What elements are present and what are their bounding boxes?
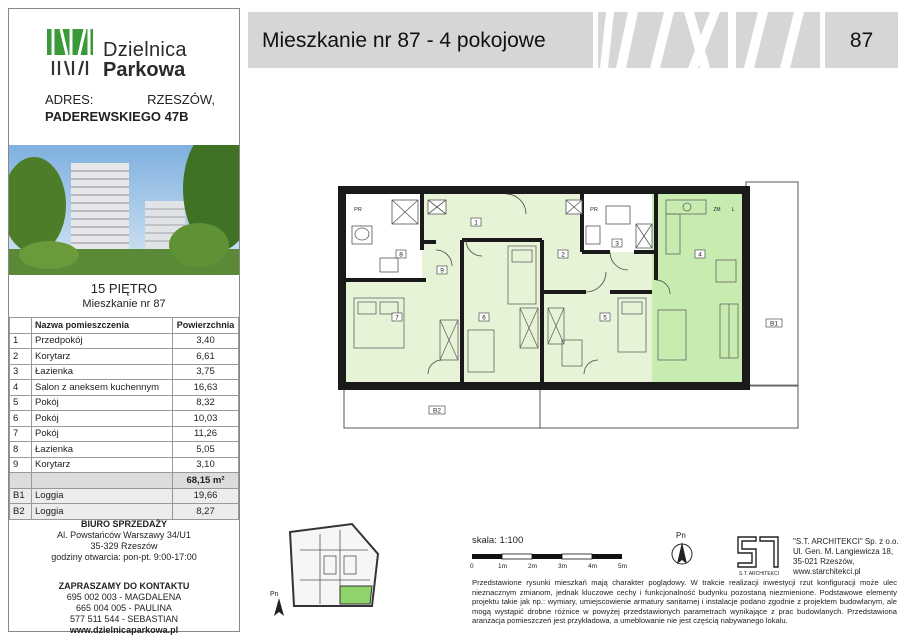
north-arrow-icon [670, 530, 694, 570]
title-bar [248, 12, 593, 68]
floor-label: 15 PIĘTRO [90, 281, 158, 296]
contact-title: ZAPRASZAMY DO KONTAKTU [58, 581, 190, 591]
row-area: 19,66 [173, 488, 239, 504]
row-area: 8,27 [173, 504, 239, 520]
plan-label-8: 8 [399, 251, 403, 259]
architect-logo [734, 533, 784, 577]
north-label-small: Pn [270, 591, 279, 598]
brand-line2: Parkowa [103, 59, 186, 81]
row-area: 16,63 [173, 380, 239, 396]
row-area: 5,05 [173, 442, 239, 458]
row-num: 6 [10, 411, 32, 427]
row-num: 2 [10, 349, 32, 365]
architect-logo-caption: S.T. ARCHITEKCI [738, 571, 780, 577]
brand-line1: Dzielnica [103, 39, 187, 61]
row-name: Pokój [32, 411, 173, 427]
contact-phone: 695 002 003 - MAGDALENA [66, 592, 182, 602]
table-row [10, 380, 239, 396]
address-street: PADEREWSKIEGO 47B [45, 109, 189, 124]
row-area: 8,32 [173, 395, 239, 411]
contact-phone: 665 004 005 - PAULINA [76, 603, 172, 613]
scale-label: skala: 1:100 [472, 535, 524, 546]
address-city: RZESZÓW, [147, 92, 215, 107]
row-num: B1 [10, 488, 32, 504]
row-name: Pokój [32, 426, 173, 442]
row-num: 3 [10, 364, 32, 380]
sales-office-street: Al. Powstańców Warszawy 34/U1 [57, 530, 191, 540]
building-photo [9, 145, 239, 275]
address-label: ADRES: [45, 92, 94, 107]
plan-label-l: L [731, 207, 735, 213]
decorative-bars-icon [598, 12, 820, 68]
apartment-label: Mieszkanie nr 87 [82, 298, 166, 310]
scale-tick: 4m [588, 563, 598, 570]
table-row [10, 426, 239, 442]
north-arrow-small-icon [268, 588, 290, 618]
plan-label-7: 7 [395, 314, 399, 322]
floor-plan [336, 180, 804, 432]
scale-tick: 2m [528, 563, 538, 570]
plan-label-b1: B1 [770, 320, 778, 328]
row-area: 3,40 [173, 333, 239, 349]
north-label: Pn [676, 531, 686, 540]
disclaimer: Przedstawione rysunki mieszkań mają charakter poglądowy. W trakcie realizacji inwestycji rzut konfiguracji może ulec nieznacznym zmianom, jednak kluczowe cechy i funkcjonalność budynku pozostaną niezmienione. Podstawowe elementy projektu takie jak np.: wymiary, umiejscowienie armatury sanitarnej i instalacje podano zgodnie z projektem budowlanym, ale mogą wystąpić drobne różnice w powyżej przedstawionych parametrach wynikające z prac budowlanych. Przedstawiona aranżacja pomieszczeń jest przykładowa, a umeblowanie nie jest częścią nabywanego lokalu. [472, 578, 897, 626]
row-area: 10,03 [173, 411, 239, 427]
plan-label-pr2: PR [590, 207, 598, 213]
sales-office-hours: godziny otwarcia: pon-pt. 9:00-17:00 [51, 552, 197, 562]
scale-tick: 3m [558, 563, 568, 570]
row-area: 11,26 [173, 426, 239, 442]
architect-line: Ul. Gen. M. Langiewicza 18, [793, 547, 894, 556]
plan-label-6: 6 [482, 314, 486, 322]
total-area: 68,15 m² [173, 473, 239, 489]
architect-info [793, 537, 899, 577]
plan-label-9: 9 [440, 267, 444, 275]
sales-office [9, 519, 239, 563]
row-name: Korytarz [32, 349, 173, 365]
row-num: 9 [10, 457, 32, 473]
loggia-b2 [344, 386, 798, 428]
apartment-number: 87 [849, 29, 874, 52]
page-title: Mieszkanie nr 87 - 4 pokojowe [262, 29, 546, 52]
row-name: Łazienka [32, 364, 173, 380]
table-row [10, 504, 239, 520]
table-row [10, 395, 239, 411]
row-num: 4 [10, 380, 32, 396]
info-panel [8, 8, 240, 635]
apartment-number-box [825, 12, 898, 68]
contact-phone: 577 511 544 - SEBASTIAN [70, 614, 178, 624]
table-row [10, 349, 239, 365]
room-4 [652, 194, 742, 382]
row-area: 3,75 [173, 364, 239, 380]
plan-label-2: 2 [561, 251, 565, 259]
room-6 [462, 242, 542, 382]
table-row [10, 333, 239, 349]
total-row [10, 473, 239, 489]
contact [9, 581, 239, 636]
row-area: 3,10 [173, 457, 239, 473]
plan-label-b2: B2 [433, 407, 441, 415]
brand-logo [45, 19, 215, 79]
scale-tick: 0 [470, 563, 474, 570]
plan-label-1: 1 [474, 219, 478, 227]
row-num: 7 [10, 426, 32, 442]
key-plan [280, 520, 392, 612]
sales-office-city: 35-329 Rzeszów [90, 541, 158, 551]
address [45, 91, 215, 125]
scale-tick: 1m [498, 563, 508, 570]
plan-label-zm: ZM [713, 207, 721, 213]
table-row [10, 442, 239, 458]
row-area: 6,61 [173, 349, 239, 365]
header-name: Nazwa pomieszczenia [32, 318, 173, 334]
header-num [10, 318, 32, 334]
row-name: Przedpokój [32, 333, 173, 349]
plan-label-pr1: PR [354, 207, 362, 213]
row-num: 8 [10, 442, 32, 458]
logo-bars-icon [45, 27, 95, 77]
row-name: Pokój [32, 395, 173, 411]
plan-label-4: 4 [698, 251, 702, 259]
plan-label-3: 3 [615, 240, 619, 248]
row-num: B2 [10, 504, 32, 520]
table-row [10, 411, 239, 427]
row-name: Loggia [32, 488, 173, 504]
architect-line: 35-021 Rzeszów, [793, 557, 855, 566]
rooms-table [9, 317, 239, 520]
row-name: Salon z aneksem kuchennym [32, 380, 173, 396]
sales-office-title: BIURO SPRZEDAŻY [80, 519, 167, 529]
room-5 [542, 292, 652, 382]
architect-website[interactable]: www.starchitekci.pl [793, 567, 861, 576]
plan-label-5: 5 [603, 314, 607, 322]
row-num: 1 [10, 333, 32, 349]
page-header [248, 12, 898, 68]
header-area: Powierzchnia [173, 318, 239, 334]
architect-line: "S.T. ARCHITEKCI" Sp. z o.o. [793, 537, 899, 546]
scale-bar [468, 552, 638, 574]
table-row [10, 488, 239, 504]
row-name: Korytarz [32, 457, 173, 473]
row-name: Łazienka [32, 442, 173, 458]
table-row [10, 364, 239, 380]
row-name: Loggia [32, 504, 173, 520]
website-link[interactable]: www.dzielnicaparkowa.pl [69, 625, 179, 635]
table-row [10, 457, 239, 473]
table-header [10, 318, 239, 334]
scale-tick: 5m [618, 563, 628, 570]
row-num: 5 [10, 395, 32, 411]
